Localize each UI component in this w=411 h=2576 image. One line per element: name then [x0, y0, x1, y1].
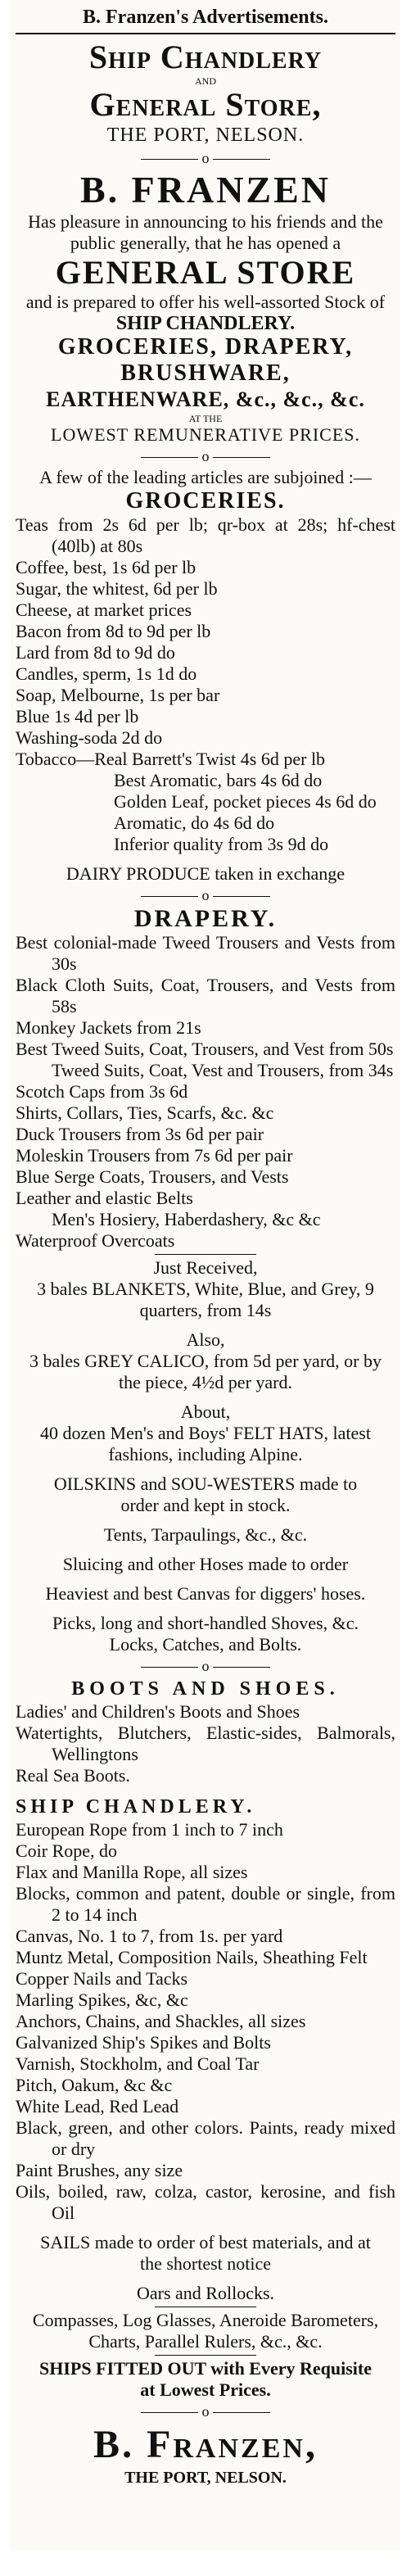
- dairy-produce: DAIRY PRODUCE taken in exchange: [65, 863, 346, 884]
- compasses-notice: Compasses, Log Glasses, Aneroide Barometers, Charts, Parallel Rulers, &c., &c.: [32, 2310, 379, 2352]
- brushware: BRUSHWARE,: [120, 360, 291, 386]
- sails-notice: SAILS made to order of best materials, and at the shortest notice: [40, 2232, 371, 2274]
- tents-notice: Tents, Tarpaulings, &c., &c.: [103, 1524, 308, 1545]
- drapery-title: DRAPERY.: [133, 905, 278, 932]
- list-item: Inferior quality from 3s 9d do: [114, 834, 329, 854]
- lowest-prices: LOWEST REMUNERATIVE PRICES.: [51, 424, 360, 445]
- prepared-text: and is prepared to offer his well-assorted Stock of: [25, 292, 386, 312]
- earthenware: EARTHENWARE, &c., &c., &c.: [46, 387, 365, 411]
- and-label: AND: [195, 75, 216, 87]
- list-item: Canvas, No. 1 to 7, from 1s. per yard: [16, 1926, 283, 1946]
- list-item: Oils, boiled, raw, colza, castor, kerosine, and fish Oil: [16, 2181, 395, 2223]
- chandlery-title: SHIP CHANDLERY.: [16, 1796, 256, 1818]
- list-item: Anchors, Chains, and Shackles, all sizes: [16, 2011, 306, 2031]
- list-item: Coffee, best, 1s 6d per lb: [16, 557, 196, 577]
- ship-chandlery-heading: Ship Chandlery: [88, 38, 323, 75]
- list-item: Varnish, Stockholm, and Coal Tar: [16, 2053, 260, 2074]
- list-item: Monkey Jackets from 21s: [16, 1017, 201, 1038]
- separator: o: [16, 447, 395, 465]
- list-item: Paint Brushes, any size: [16, 2160, 183, 2180]
- list-item: Shirts, Collars, Ties, Scarfs, &c. &c: [16, 1102, 274, 1123]
- few-articles: A few of the leading articles are subjoined :—: [39, 467, 372, 487]
- boots-list: [16, 1701, 395, 1786]
- list-item: White Lead, Red Lead: [16, 2096, 179, 2116]
- at-the-label: AT THE: [188, 413, 223, 424]
- list-item: Pitch, Oakum, &c &c: [16, 2075, 173, 2095]
- list-item: Men's Hosiery, Haberdashery, &c &c: [52, 1209, 321, 1229]
- list-item: Golden Leaf, pocket pieces 4s 6d do: [114, 791, 377, 812]
- list-item: European Rope from 1 inch to 7 inch: [16, 1819, 283, 1840]
- divider: [16, 33, 395, 34]
- list-item: Best colonial-made Tweed Trousers and Vests from 30s: [16, 932, 395, 974]
- separator: o: [16, 2402, 395, 2420]
- list-item: Leather and elastic Belts: [16, 1188, 193, 1208]
- advertisement-page: [11, 0, 400, 2551]
- list-item: Best Aromatic, bars 4s 6d do: [114, 770, 323, 790]
- picks-notice: Picks, long and short-handled Shoves, &c. Locks, Catches, and Bolts.: [52, 1613, 359, 1655]
- list-item: Teas from 2s 6d per lb; qr-box at 28s; hf-chest (40lb) at 80s: [16, 514, 395, 556]
- groceries-drapery: GROCERIES, DRAPERY,: [57, 334, 354, 360]
- groceries-list: [16, 514, 395, 855]
- list-item: Ladies' and Children's Boots and Shoes: [16, 1701, 300, 1722]
- just-received: Just Received,: [153, 1257, 258, 1278]
- list-item: Copper Nails and Tacks: [16, 1968, 188, 1989]
- list-item: Best Tweed Suits, Coat, Trousers, and Vest from 50s: [16, 1039, 394, 1059]
- franzen-name: B. FRANZEN: [79, 169, 332, 211]
- felt-hats-notice: 40 dozen Men's and Boys' FELT HATS, latest fashions, including Alpine.: [40, 1423, 371, 1465]
- list-item: Cheese, at market prices: [16, 600, 192, 620]
- about-label: About,: [180, 1401, 231, 1422]
- list-item: Muntz Metal, Composition Nails, Sheathing Felt: [16, 1947, 368, 1967]
- list-item: Blocks, common and patent, double or single, from 2 to 14 inch: [16, 1883, 395, 1925]
- list-item: Real Sea Boots.: [16, 1765, 130, 1786]
- port-line: THE PORT, NELSON.: [106, 124, 305, 146]
- list-item: Aromatic, do 4s 6d do: [114, 813, 275, 833]
- boots-title: BOOTS AND SHOES.: [71, 1678, 340, 1700]
- list-item: Moleskin Trousers from 7s 6d per pair: [16, 1145, 293, 1166]
- list-item: Sugar, the whitest, 6d per lb: [16, 578, 218, 599]
- divider: [155, 1254, 256, 1255]
- chandlery-list: [16, 1819, 395, 2224]
- oilskins-notice: OILSKINS and SOU-WESTERS made to order and kept in stock.: [53, 1474, 358, 1515]
- list-item: Black, green, and other colors. Paints, ready mixed or dry: [16, 2117, 395, 2159]
- intro-text: Has pleasure in announcing to his friends and the public generally, that he has opened a: [28, 211, 383, 253]
- canvas-notice: Heaviest and best Canvas for diggers' hoses.: [45, 1583, 366, 1604]
- list-item: Flax and Manilla Rope, all sizes: [16, 1862, 248, 1882]
- list-item: Bacon from 8d to 9d per lb: [16, 621, 211, 641]
- list-item: Lard from 8d to 9d do: [16, 642, 175, 663]
- list-item: Coir Rope, do: [16, 1840, 118, 1861]
- calico-notice: 3 bales GREY CALICO, from 5d per yard, or by the piece, 4½d per yard.: [29, 1351, 382, 1392]
- header-title: B. Franzen's Advertisements.: [83, 7, 328, 28]
- list-item: Washing-soda 2d do: [16, 727, 163, 748]
- also-label: Also,: [186, 1329, 225, 1350]
- footer-port: THE PORT, NELSON.: [124, 2469, 287, 2487]
- list-item: Marling Spikes, &c, &c: [16, 1990, 188, 2010]
- sluicing-notice: Sluicing and other Hoses made to order: [62, 1554, 349, 1574]
- list-item: Blue Serge Coats, Trousers, and Vests: [16, 1166, 289, 1187]
- groceries-title: GROCERIES.: [125, 488, 286, 514]
- oars-notice: Oars and Rollocks.: [136, 2283, 275, 2303]
- list-item: Soap, Melbourne, 1s per bar: [16, 685, 220, 705]
- general-store-heading: General Store,: [89, 86, 322, 123]
- list-item: Waterproof Overcoats: [16, 1230, 175, 1251]
- ships-fitted-notice: SHIPS FITTED OUT with Every Requisite at Lowest Prices.: [38, 2358, 373, 2400]
- list-item: Tobacco—Real Barrett's Twist 4s 6d per lb: [16, 749, 326, 769]
- list-item: Blue 1s 4d per lb: [16, 706, 139, 727]
- list-item: Watertights, Blutchers, Elastic-sides, Balmorals, Wellingtons: [16, 1723, 395, 1764]
- separator: o: [16, 1657, 395, 1675]
- general-store-title: GENERAL STORE: [55, 254, 356, 291]
- drapery-list: [16, 932, 395, 1252]
- list-item: Candles, sperm, 1s 1d do: [16, 663, 197, 684]
- list-item: Tweed Suits, Coat, Vest and Trousers, from 34s: [52, 1060, 394, 1080]
- separator: o: [16, 149, 395, 167]
- divider: [155, 2355, 256, 2356]
- list-item: Black Cloth Suits, Coat, Trousers, and Vests from 58s: [16, 975, 395, 1016]
- list-item: Duck Trousers from 3s 6d per pair: [16, 1124, 264, 1144]
- footer-franzen: B. Franzen,: [93, 2423, 318, 2466]
- ship-chandlery-caps: SHIP CHANDLERY.: [115, 313, 296, 334]
- separator: o: [16, 886, 395, 904]
- list-item: Scotch Caps from 3s 6d: [16, 1081, 188, 1102]
- list-item: Galvanized Ship's Spikes and Bolts: [16, 2032, 271, 2053]
- blankets-notice: 3 bales BLANKETS, White, Blue, and Grey, 9 quarters, from 14s: [37, 1279, 374, 1320]
